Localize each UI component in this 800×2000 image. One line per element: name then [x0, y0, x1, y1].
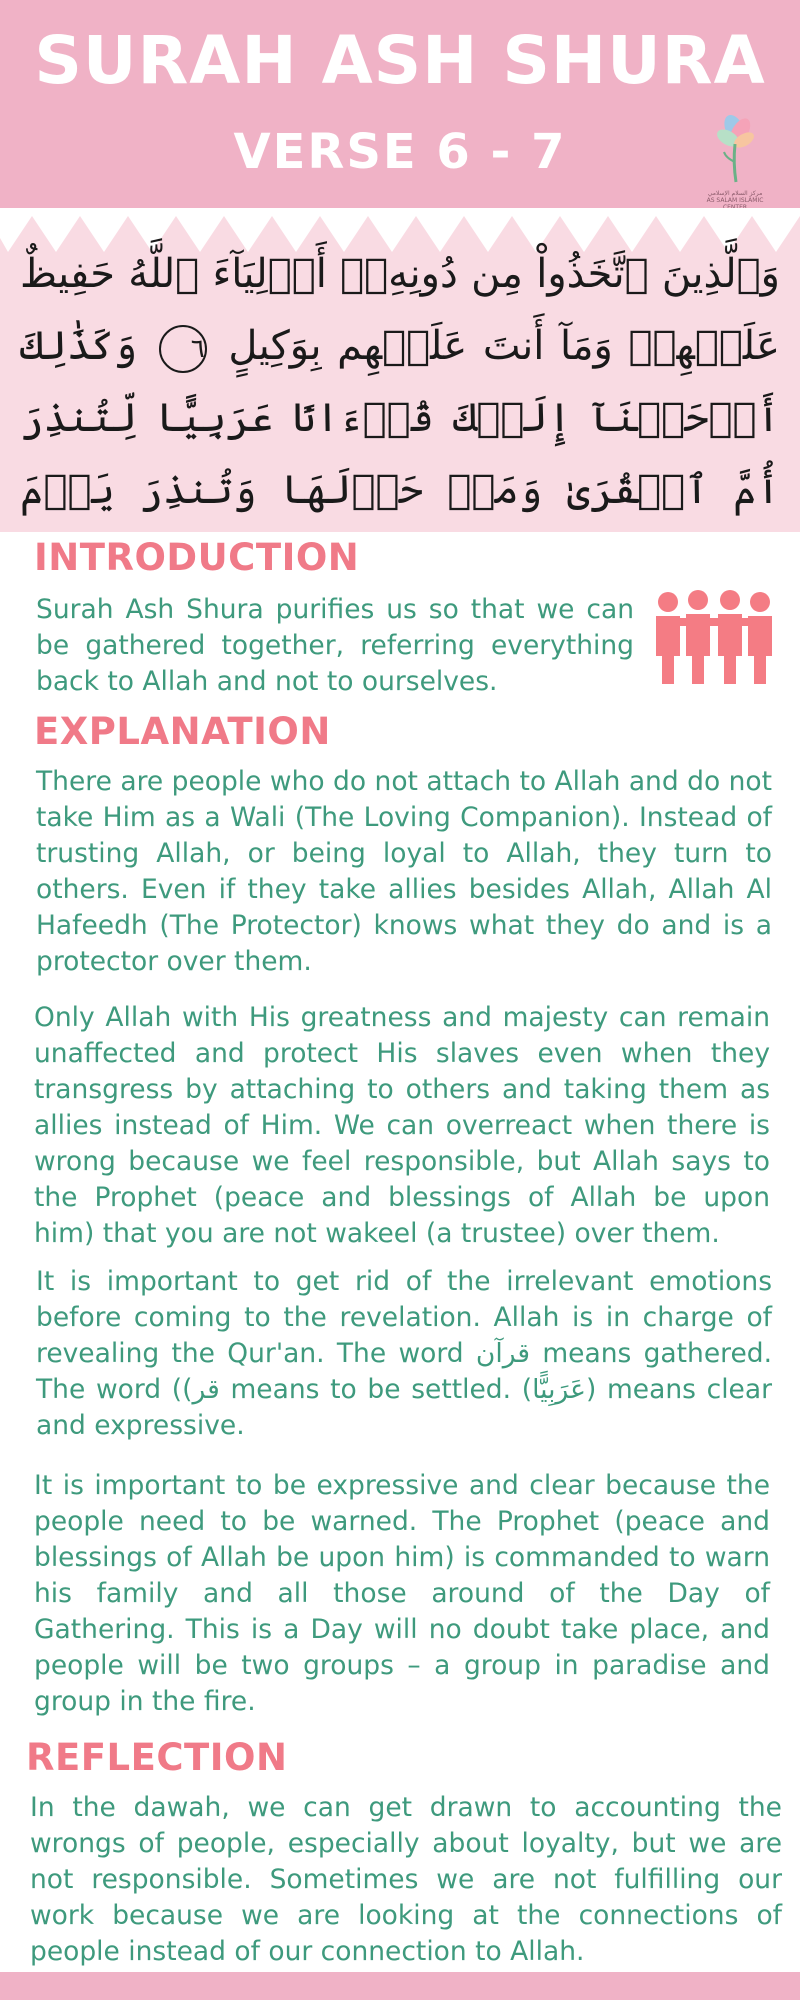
explanation-heading: EXPLANATION — [34, 710, 331, 753]
introduction-heading: INTRODUCTION — [34, 536, 360, 579]
verse-6-marker: ٦ — [159, 325, 207, 373]
verse-7-text: وَكَذَٰلِكَ أَوۡحَيۡنَآ إِلَيۡكَ قُرۡءَانًا عَرَبِيًّا لِّتُنذِرَ أُمَّ ٱلۡقُرَىٰ وَمَنۡ حَوۡلَهَا وَتُنذِرَ يَوۡمَ — [20, 323, 780, 513]
explanation-paragraph-4: It is important to be expressive and clear because the people need to be warned. The Prophet (peace and blessings of Allah be upon him) is commanded to warn his family and all those around of the Day of Gathering. This is a Day will no doubt take place, and people will be two groups – a group in paradise and group in the fire. — [34, 1470, 770, 1717]
explanation-paragraph-3: It is important to get rid of the irrelevant emotions before coming to the revelation. Allah is in charge of revealing the Qur'an. The word قرآن means gathered. The word ((قر means to be settled. (عَرَبِيًّا) means clear and expressive. — [36, 1266, 773, 1441]
explanation-paragraph-1: There are people who do not attach to Allah and do not take Him as a Wali (The Loving Companion). Instead of trusting Allah, or being loyal to Allah, they turn to others. Even if they take allies besides Allah, Allah Al Hafeedh (The Protector) knows what they do and is a protector over them. — [36, 766, 772, 977]
verse-section — [0, 208, 800, 532]
logo-caption-arabic: مركز السلام الإسلامي — [707, 190, 763, 197]
footer-bar — [0, 1972, 800, 2000]
verse-range-subtitle: VERSE 6 - 7 — [233, 124, 567, 180]
introduction-text: Surah Ash Shura purifies us so that we can be gathered together, referring everything back to Allah and not to ourselves. — [36, 594, 634, 697]
logo-caption-english: AS SALAM ISLAMIC — [706, 197, 764, 204]
reflection-heading: REFLECTION — [26, 1736, 288, 1779]
people-group-icon — [650, 588, 778, 688]
reflection-text: In the dawah, we can get drawn to accounting the wrongs of people, especially about loyalty, but we are not responsible. Sometimes we are not fulfilling our work because we are looking at the connections of people instead of our connection to Allah. — [30, 1792, 782, 1967]
page-title: SURAH ASH SHURA — [34, 22, 766, 99]
quran-verse-text — [20, 238, 780, 532]
verse-6-text: وَٱلَّذِينَ ٱتَّخَذُواْ مِن دُونِهِۦٓ أَوۡلِيَآءَ ٱللَّهُ حَفِيظٌ عَلَيۡهِمۡ وَمَآ أَنتَ عَلَيۡهِم بِوَكِيلٍ — [20, 251, 781, 369]
header-banner — [0, 0, 800, 208]
flower-logo-icon — [700, 108, 770, 204]
explanation-paragraph-2: Only Allah with His greatness and majesty can remain unaffected and protect His slaves even when they transgress by attaching to others and taking them as allies instead of Him. We can overreact when there is wrong because we feel responsible, but Allah says to the Prophet (peace and blessings of Allah be upon him) that you are not wakeel (a trustee) over them. — [34, 1002, 770, 1249]
